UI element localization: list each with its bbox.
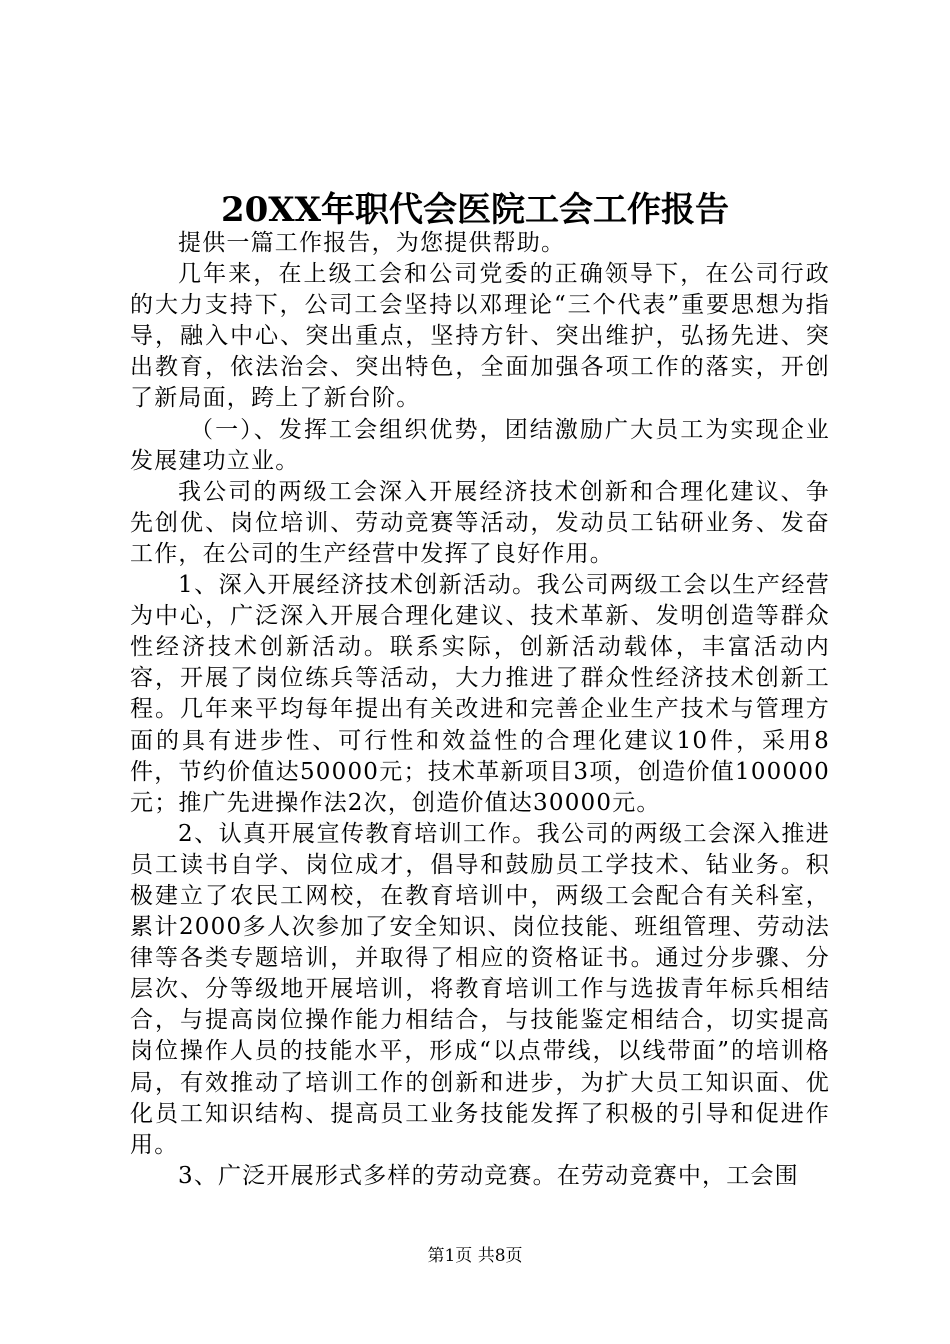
intro-paragraph: 提供一篇工作报告，为您提供帮助。 xyxy=(178,230,566,256)
section-intro-paragraph: 我公司的两级工会深入开展经济技术创新和合理化建议、争先创优、岗位培训、劳动竞赛等活动，发动员工钻研业务、发奋工作，在公司的生产经营中发挥了良好作用。 xyxy=(130,478,830,567)
page-footer: 第1页 共8页 xyxy=(427,1246,523,1266)
section-heading-1: （一）、发挥工会组织优势，团结激励广大员工为实现企业发展建功立业。 xyxy=(130,416,830,474)
item-3-paragraph: 3、广泛开展形式多样的劳动竞赛。在劳动竞赛中，工会围 xyxy=(178,1162,799,1189)
document-title: 20XX年职代会医院工会工作报告 xyxy=(220,190,730,230)
item-1-paragraph: 1、深入开展经济技术创新活动。我公司两级工会以生产经营为中心，广泛深入开展合理化建议、技术革新、发明创造等群众性经济技术创新活动。联系实际，创新活动载体，丰富活动内容，开展了岗位练兵等活动，大力推进了群众性经济技术创新工程。几年来平均每年提出有关改进和完善企业生产技术与管理方面的具有进步性、可行性和效益性的合理化建议10件，采用8件，节约价值达50000元；技术革新项目3项，创造价值100000元；推广先进操作法2次，创造价值达30000元。 xyxy=(130,572,830,816)
item-2-paragraph: 2、认真开展宣传教育培训工作。我公司的两级工会深入推进员工读书自学、岗位成才，倡导和鼓励员工学技术、钻业务。积极建立了农民工网校，在教育培训中，两级工会配合有关科室，累计2000多人次参加了安全知识、岗位技能、班组管理、劳动法律等各类专题培训，并取得了相应的资格证书。通过分步骤、分层次、分等级地开展培训，将教育培训工作与选拔青年标兵相结合，与提高岗位操作能力相结合，与技能鉴定相结合，切实提高岗位操作人员的技能水平，形成“以点带线，以线带面”的培训格局，有效推动了培训工作的创新和进步，为扩大员工知识面、优化员工知识结构、提高员工业务技能发挥了积极的引导和促进作用。 xyxy=(130,820,830,1158)
document-body xyxy=(130,228,830,1192)
overview-paragraph: 几年来，在上级工会和公司党委的正确领导下，在公司行政的大力支持下，公司工会坚持以邓理论“三个代表”重要思想为指导，融入中心、突出重点，坚持方针、突出维护，弘扬先进、突出教育，依法治会、突出特色，全面加强各项工作的落实，开创了新局面，跨上了新台阶。 xyxy=(130,261,830,412)
